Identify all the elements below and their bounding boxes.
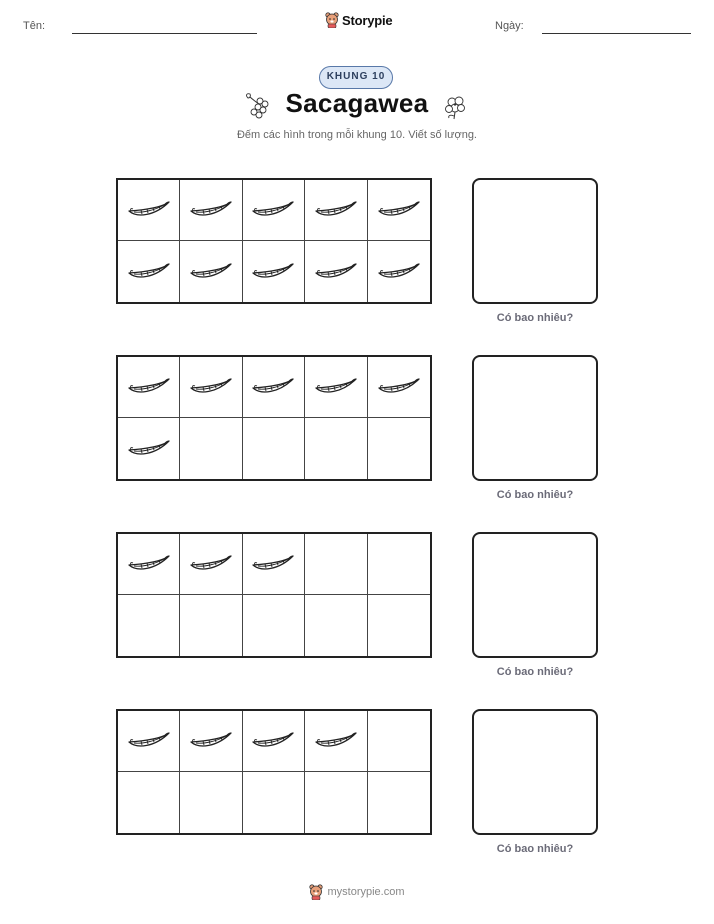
answer-box-3[interactable] xyxy=(472,532,598,658)
ten-frame-cell xyxy=(368,241,430,302)
answer-box-1[interactable] xyxy=(472,178,598,304)
ten-frame-cell xyxy=(368,772,430,833)
ten-frame-cell xyxy=(243,357,305,418)
question-label-3: Có bao nhiêu? xyxy=(496,666,574,678)
ten-frame-cell xyxy=(368,711,430,772)
question-label-2: Có bao nhiêu? xyxy=(496,489,574,501)
ten-frame-cell xyxy=(180,711,242,772)
answer-box-4[interactable] xyxy=(472,709,598,835)
canoe-icon xyxy=(314,728,358,754)
ten-frame-4 xyxy=(116,709,432,835)
canoe-icon xyxy=(377,374,421,400)
ten-frame-cell xyxy=(305,772,367,833)
bear-icon xyxy=(309,884,323,900)
bear-icon xyxy=(325,12,339,28)
ten-frame-cell xyxy=(180,180,242,241)
ten-frame-cell xyxy=(305,241,367,302)
ten-frame-cell xyxy=(180,534,242,595)
instructions: Đếm các hình trong mỗi khung 10. Viết số lượng. xyxy=(236,129,477,141)
canoe-icon xyxy=(127,259,171,285)
ten-frame-cell xyxy=(305,595,367,656)
ten-frame-cell xyxy=(118,772,180,833)
canoe-icon xyxy=(251,374,295,400)
ten-frame-cell xyxy=(118,241,180,302)
question-label-4: Có bao nhiêu? xyxy=(496,843,574,855)
worksheet-type-badge: KHUNG 10 xyxy=(319,66,393,89)
ten-frame-1 xyxy=(116,178,432,304)
ten-frame-cell xyxy=(243,711,305,772)
ten-frame-cell xyxy=(118,534,180,595)
canoe-icon xyxy=(377,197,421,223)
footer xyxy=(0,884,714,900)
canoe-icon xyxy=(189,728,233,754)
ten-frame-cell xyxy=(243,534,305,595)
footer-url: mystorypie.com xyxy=(327,886,405,898)
ten-frame-cell xyxy=(243,241,305,302)
ten-frame-cell xyxy=(305,711,367,772)
ten-frame-cell xyxy=(368,418,430,479)
question-label-1: Có bao nhiêu? xyxy=(496,312,574,324)
answer-box-2[interactable] xyxy=(472,355,598,481)
date-label: Ngày: xyxy=(495,20,524,32)
storypie-logo xyxy=(325,12,392,28)
ten-frame-cell xyxy=(305,534,367,595)
canoe-icon xyxy=(251,551,295,577)
ten-frame-cell xyxy=(368,180,430,241)
page-title: Sacagawea xyxy=(285,88,429,118)
ten-frame-cell xyxy=(180,772,242,833)
ten-frame-cell xyxy=(180,418,242,479)
canoe-icon xyxy=(127,374,171,400)
canoe-icon xyxy=(251,197,295,223)
ten-frame-cell xyxy=(368,595,430,656)
name-write-line[interactable] xyxy=(72,33,257,34)
ten-frame-cell xyxy=(243,772,305,833)
canoe-icon xyxy=(314,259,358,285)
ten-frame-cell xyxy=(368,534,430,595)
ten-frame-cell xyxy=(305,180,367,241)
ten-frame-cell xyxy=(180,241,242,302)
canoe-icon xyxy=(127,728,171,754)
canoe-icon xyxy=(377,259,421,285)
canoe-icon xyxy=(189,374,233,400)
ten-frame-cell xyxy=(180,357,242,418)
canoe-icon xyxy=(189,197,233,223)
ten-frame-2 xyxy=(116,355,432,481)
ten-frame-3 xyxy=(116,532,432,658)
ten-frame-cell xyxy=(243,180,305,241)
canoe-icon xyxy=(189,551,233,577)
canoe-icon xyxy=(251,728,295,754)
ten-frame-cell xyxy=(180,595,242,656)
flower-cluster-icon xyxy=(440,92,470,120)
date-write-line[interactable] xyxy=(542,33,691,34)
ten-frame-cell xyxy=(118,418,180,479)
ten-frame-cell xyxy=(305,357,367,418)
ten-frame-cell xyxy=(118,180,180,241)
ten-frame-cell xyxy=(305,418,367,479)
canoe-icon xyxy=(127,551,171,577)
ten-frame-cell xyxy=(368,357,430,418)
canoe-icon xyxy=(314,374,358,400)
canoe-icon xyxy=(127,197,171,223)
canoe-icon xyxy=(251,259,295,285)
canoe-icon xyxy=(127,436,171,462)
canoe-icon xyxy=(314,197,358,223)
ten-frame-cell xyxy=(118,711,180,772)
ten-frame-cell xyxy=(118,357,180,418)
name-label: Tên: xyxy=(23,20,46,32)
logo-text: Storypie xyxy=(342,12,393,28)
ten-frame-cell xyxy=(118,595,180,656)
canoe-icon xyxy=(189,259,233,285)
ten-frame-cell xyxy=(243,418,305,479)
ten-frame-cell xyxy=(243,595,305,656)
